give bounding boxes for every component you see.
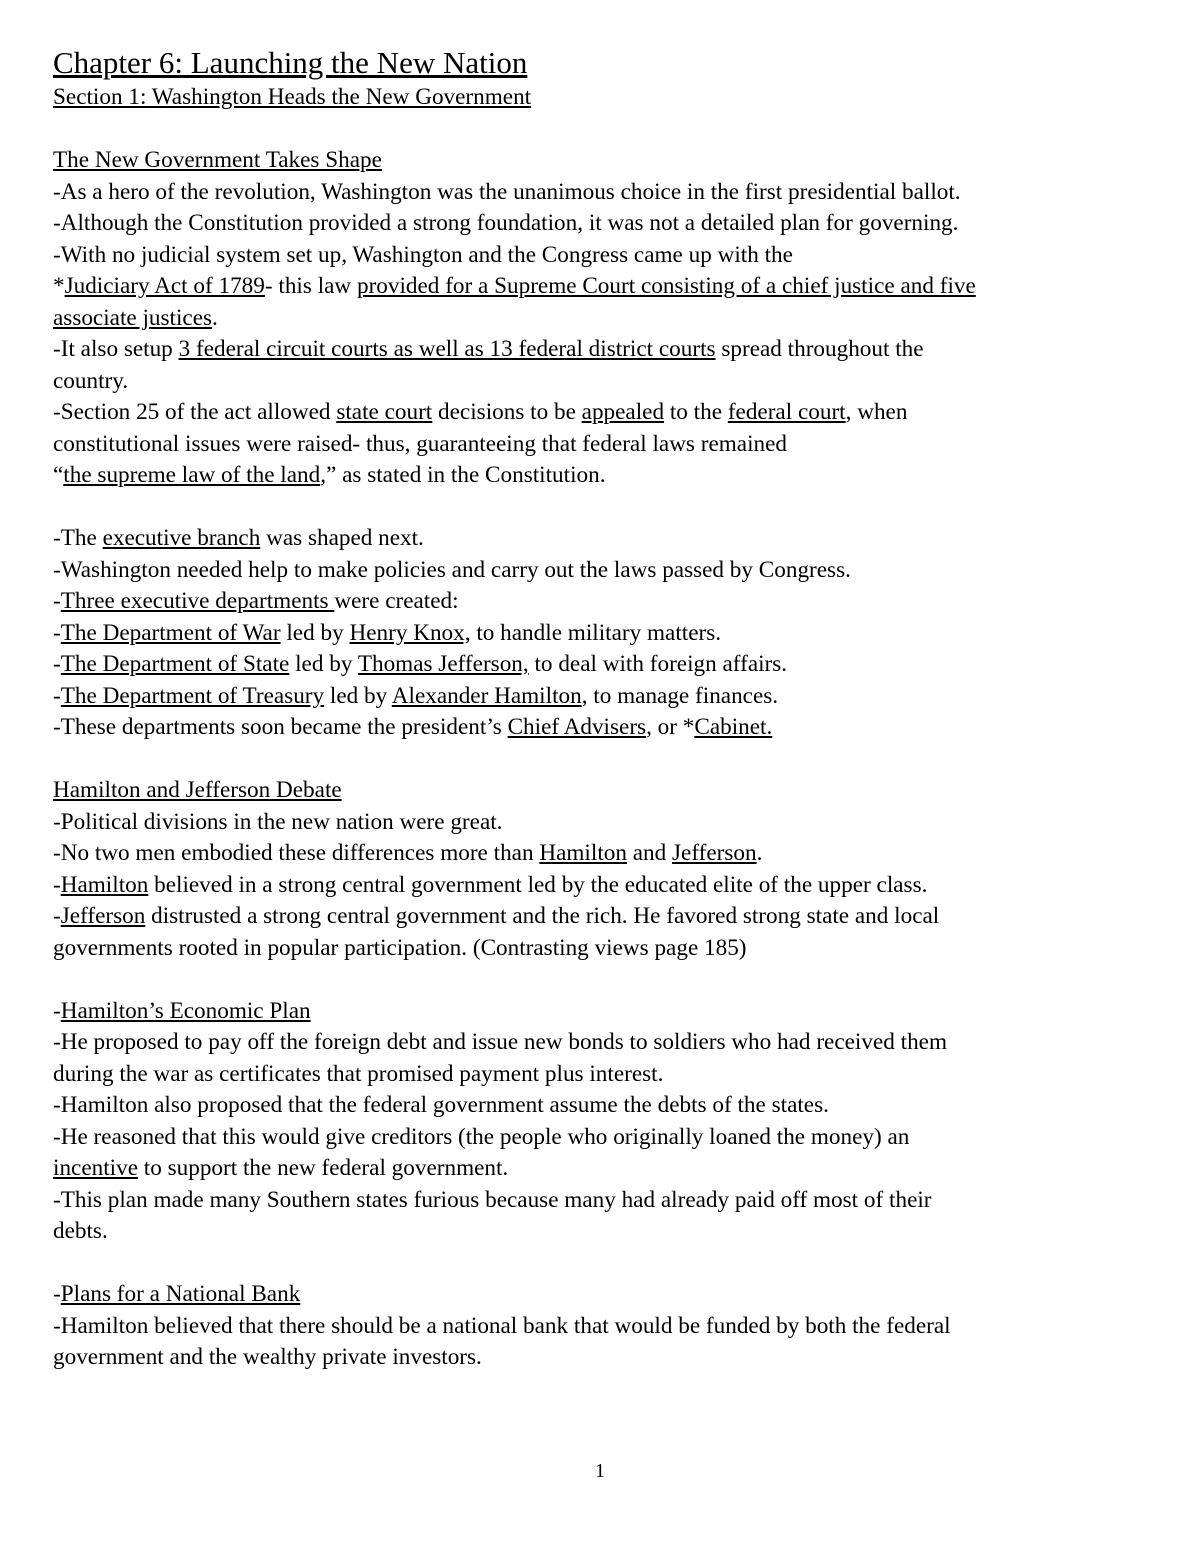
text-run: - [53,651,61,677]
underlined-term: Henry Knox, [349,619,471,646]
text-run: decisions to be [432,399,582,425]
text-line [53,996,1153,1028]
underlined-term: Hamilton [60,871,149,898]
blank-line [53,114,1153,146]
text-line [53,712,1153,744]
text-run: . [756,840,763,866]
text-line [53,334,1153,366]
text-line [53,1122,1153,1154]
text-line [53,1027,1153,1059]
text-line [53,1311,1153,1343]
text-run: ,” as stated in the Constitution. [320,462,606,488]
text-run: -Section 25 of the act allowed [53,399,337,425]
underlined-term: Three executive departments [60,588,335,614]
text-run: -With no judicial system set up, Washington and the Congress came up with the [53,241,793,268]
text-run: constitutional issues were raised- thus, guaranteeing that federal laws remained [53,430,788,457]
text-run: led by [289,651,358,677]
text-line [53,933,1153,965]
text-line [53,1185,1153,1217]
text-run: led by [324,682,392,709]
text-line [53,82,1153,114]
underlined-term: Plans for a National Bank [60,1281,301,1307]
text-line [53,807,1153,839]
text-line [53,649,1153,681]
blank-line [53,964,1153,996]
text-run: to support the new federal government. [137,1155,509,1181]
text-run: -No two men embodied these differences more than [53,840,540,866]
text-run: spread throughout the [715,336,924,362]
text-run: -The [53,525,103,551]
underlined-term: Judiciary Act of 1789 [64,273,265,299]
text-line [53,901,1153,933]
underlined-term: The Department of War [60,619,281,646]
text-line [53,870,1153,902]
underlined-term: The Department of Treasury [60,682,325,709]
text-run: - [53,619,61,646]
text-line [53,1090,1153,1122]
underlined-term: Hamilton’s Economic Plan [60,997,311,1024]
text-run: to the [664,399,728,425]
underlined-term: the supreme law of the land [63,462,321,488]
text-run: -Political divisions in the new nation were great. [53,808,503,835]
text-line [53,1279,1153,1311]
text-run: believed in a strong central government led by the educated elite of the upper class. [148,871,928,898]
text-line [53,460,1153,492]
text-line [53,240,1153,272]
text-run: - [53,871,61,898]
text-run: distrusted a strong central government and the rich. He favored strong state and local [145,903,940,929]
underlined-term: Hamilton [539,840,627,866]
underlined-term: executive branch [102,525,261,551]
chapter-title: Chapter 6: Launching the New Nation [53,45,528,80]
text-line [53,681,1153,713]
text-run: country. [53,367,129,394]
text-run: government and the wealthy private investors. [53,1344,482,1370]
underlined-term: Thomas Jefferson, [357,651,529,677]
underlined-term: Section 1: Washington Heads the New Government [53,84,532,110]
text-line [53,618,1153,650]
underlined-term: associate justices [53,304,213,331]
blank-line [53,744,1153,776]
text-run: -He reasoned that this would give creditors (the people who originally loaned the money) an [53,1123,910,1150]
text-line [53,775,1153,807]
text-run: led by [280,619,350,646]
text-run: - [53,997,61,1024]
text-run: - [53,682,61,709]
text-run: debts. [53,1218,108,1244]
underlined-term: The Department of State [60,651,290,677]
text-run: - [53,1281,61,1307]
underlined-term: Jefferson [672,840,757,866]
text-run: -Although the Constitution provided a strong foundation, it was not a detailed plan for governing. [53,210,959,236]
underlined-term: appealed [581,399,665,425]
underlined-term: Cabinet. [694,714,773,740]
text-run: -These departments soon became the president’s [53,714,508,740]
text-run: - [53,903,61,929]
text-line [53,838,1153,870]
text-line [53,303,1153,335]
underlined-term: federal court [727,399,846,425]
text-line [53,271,1153,303]
blank-line [53,492,1153,524]
text-run: was shaped next. [260,525,424,551]
text-run: -It also setup [53,336,179,362]
text-line [53,1059,1153,1091]
text-line [53,555,1153,587]
underlined-term: Alexander Hamilton [391,682,582,709]
underlined-term: incentive [53,1155,138,1181]
text-line [53,397,1153,429]
underlined-term: 3 federal circuit courts as well as 13 federal district courts [178,336,716,362]
notes-body [53,82,1153,1374]
text-run: -This plan made many Southern states furious because many had already paid off most of their [53,1186,932,1213]
underlined-term: Jefferson [60,903,146,929]
text-line [53,366,1153,398]
text-line [53,429,1153,461]
text-run: were created: [334,588,459,614]
text-run: -Hamilton believed that there should be a national bank that would be funded by both the federal [53,1312,951,1339]
underlined-term: provided for a Supreme Court consisting of a chief justice and five [356,273,976,299]
text-run: . [212,304,218,331]
text-run: during the war as certificates that promised payment plus interest. [53,1060,664,1087]
underlined-term: state court [336,399,433,425]
underlined-term: Hamilton and Jefferson Debate [53,777,342,803]
page-number: 1 [595,1460,605,1482]
text-run: to deal with foreign affairs. [528,651,788,677]
text-line [53,145,1153,177]
text-run: “ [53,462,64,488]
text-run: -Washington needed help to make policies and carry out the laws passed by Congress. [53,556,851,583]
text-run: , to manage finances. [581,682,779,709]
text-run: , or * [646,714,695,740]
blank-line [53,1248,1153,1280]
text-line [53,1153,1153,1185]
text-run: governments rooted in popular participation. (Contrasting views page 185) [53,934,747,961]
text-run: -As a hero of the revolution, Washington was the unanimous choice in the first presidential ballot. [53,178,961,205]
text-line [53,523,1153,555]
text-run: -He proposed to pay off the foreign debt and issue new bonds to soldiers who had received them [53,1029,947,1055]
text-run: - this law [264,273,357,299]
text-run: * [53,273,65,299]
text-line [53,208,1153,240]
text-run: - [53,588,61,614]
text-line [53,586,1153,618]
text-run: and [626,840,673,866]
underlined-term: The New Government Takes Shape [53,147,382,173]
text-line [53,1216,1153,1248]
text-line [53,1342,1153,1374]
text-run: -Hamilton also proposed that the federal government assume the debts of the states. [53,1092,829,1118]
text-run: , when [845,399,908,425]
underlined-term: Chief Advisers [507,714,647,740]
text-run: to handle military matters. [470,619,722,646]
text-line [53,177,1153,209]
